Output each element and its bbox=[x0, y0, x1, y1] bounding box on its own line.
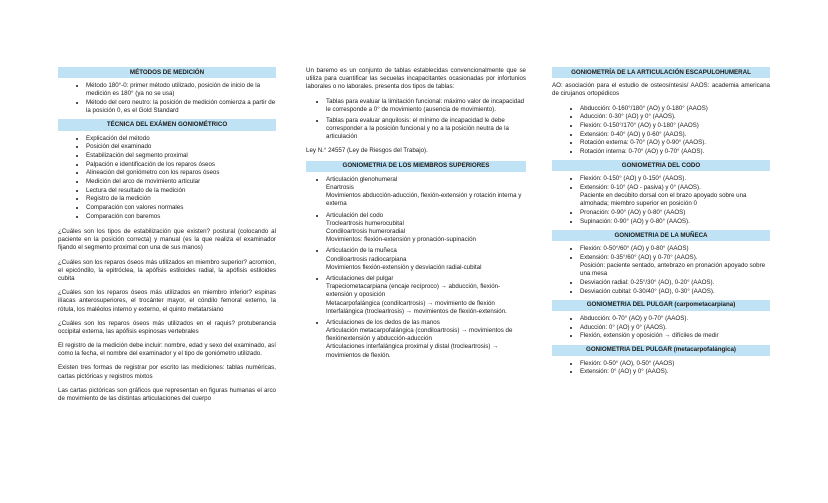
ao-note: AO: asociación para el estudio de osteosíntesis/ AAOS: academia americana de cirujanos ortopédicos bbox=[552, 82, 770, 98]
column-left bbox=[58, 67, 276, 409]
item-line: Interfalángica (troclearlrosis) → movimientos de flexión-extensión. bbox=[326, 307, 507, 315]
heading-escapulohumeral: GONIOMETRÍA DE LA ARTICULACIÓN ESCAPULOHUMERAL bbox=[552, 67, 770, 78]
list-item: • Extensión: 0° (AO) y 0° (AAOS). bbox=[580, 368, 770, 376]
list-item: • Estabilización del segmento proximal bbox=[86, 152, 276, 160]
paragraph-reparos-inferior: ¿Cuáles son los reparos óseos más utilizados en miembro inferior? espinas ilíacas anterosuperiores, el trocánter mayor, el cóndilo femoral externo, la rótula, los maléolos interno y externo, el quinto metatarsiano bbox=[58, 289, 276, 313]
paragraph-reparos-superior: ¿Cuáles son los reparos óseos más utilizados en miembro superior? acromion, el epicóndilo, la epitróclea, la apófisis estiloides radial, la apófisis estiloides cubita bbox=[58, 258, 276, 282]
list-item: • Extensión: 0-40° (AO) y 0-60° (AAOS). bbox=[580, 131, 770, 139]
heading-metodos-medicion: MÉTODOS DE MEDICIÓN bbox=[58, 67, 276, 78]
paragraph-formas-registro: Existen tres formas de registrar por escrito las mediciones: tablas numéricas, cartas pictóricas y registros mixtos bbox=[58, 364, 276, 380]
carpometacarpiana-list bbox=[552, 315, 770, 341]
list-item: • Rotación interna: 0-70° (AO) y 0-70° (AAOS). bbox=[580, 148, 770, 156]
list-item: • Aducción: 0° (AO) y 0° (AAOS). bbox=[580, 324, 770, 332]
item-line: • Extensión: 0-35°/60° (AO) y 0-70° (AAOS). bbox=[580, 253, 698, 261]
item-line: • Articulación de la muñeca bbox=[326, 247, 397, 255]
item-line: Movimientos flexión-extensión y desviación radial-cubital bbox=[326, 263, 482, 271]
list-item: • Palpación e identificación de los reparos óseos bbox=[86, 161, 276, 169]
metodos-list bbox=[58, 82, 276, 115]
list-item: • Flexión, extensión y oposición → difíciles de medir bbox=[580, 332, 770, 340]
tecnica-list bbox=[58, 135, 276, 221]
item-line: Trocleartrosis humerocubital bbox=[326, 219, 404, 227]
item-line: Trapeciometacarpiana (encaje recíproco) → abducción, flexión-extensión y oposición bbox=[326, 283, 501, 299]
list-item-glenohumeral bbox=[326, 176, 526, 209]
list-item: • Abducción: 0-160°/180° (AO) y 0-180° (AAOS) bbox=[580, 105, 770, 113]
list-item: • Aducción: 0-30° (AO) y 0° (AAOS). bbox=[580, 113, 770, 121]
list-item: • Rotación externa: 0-70° (AO) y 0-90° (AAOS). bbox=[580, 139, 770, 147]
heading-muneca: GONIOMETRIA DE LA MUÑECA bbox=[552, 230, 770, 241]
list-item-pulgar bbox=[326, 275, 526, 316]
paragraph-cartas-pictoricas: Las cartas pictóricas son gráficos que representan en figuras humanas el arco de movimiento de las distintas articulaciones del cuerpo bbox=[58, 386, 276, 402]
list-item: • Flexión: 0-150° (AO) y 0-150° (AAOS). bbox=[580, 175, 770, 183]
muneca-list bbox=[552, 245, 770, 296]
item-line: Articulaciones interfalángica proximal y distal (trocleartrosis) → movimientos de flexión. bbox=[326, 343, 499, 359]
metacarpofalangica-list bbox=[552, 360, 770, 377]
list-item: • Desviación cubital: 0-30/40° (AO), 0-30° (AAOS). bbox=[580, 288, 770, 296]
tablas-list bbox=[306, 98, 526, 142]
escapulohumeral-list bbox=[552, 105, 770, 157]
list-item: • Posición del examinado bbox=[86, 143, 276, 151]
item-line: Movimientos abducción-aducción, flexión-extensión y rotación interna y externa bbox=[326, 192, 522, 208]
item-line: Posición: paciente sentado, antebrazo en pronación apoyado sobre una mesa bbox=[580, 262, 766, 278]
item-line: • Articulación del codo bbox=[326, 211, 384, 219]
column-middle bbox=[306, 67, 526, 364]
paragraph-baremo: Un baremo es un conjunto de tablas establecidas convencionalmente que se utiliza para cuantificar las secuelas incapacitantes ocasionadas por infortunios laborales o no laborales. presenta dos tipos de tablas: bbox=[306, 67, 526, 91]
heading-tecnica-examen: TÉCNICA DEL EXÁMEN GONIOMÉTRICO bbox=[58, 119, 276, 130]
list-item: • Registro de la medición bbox=[86, 195, 276, 203]
heading-pulgar-carpometacarpiana: GONIOMETRIA DEL PULGAR (carpometacarpiana) bbox=[552, 300, 770, 311]
list-item: • Método 180°-0: primer método utilizado, posición de inicio de la medición es 180° (ya no se usa) bbox=[86, 82, 276, 98]
list-item: • Comparación con baremos bbox=[86, 213, 276, 221]
codo-list bbox=[552, 175, 770, 226]
item-line: Articulación metacarpofalángica (condiloartrosis) → movimientos de flexiónextensión y abducción-aducción bbox=[326, 327, 513, 343]
item-line: • Extensión: 0-10° (AO - pasiva) y 0° (AAOS). bbox=[580, 184, 701, 192]
item-line: Condiloartrosis humeroradial bbox=[326, 228, 406, 235]
item-line: Condiloartrosis radiocarpiana bbox=[326, 255, 407, 263]
list-item: • Desviación radial: 0-25°/30° (AO), 0-20° (AAOS). bbox=[580, 279, 770, 287]
item-line: Movimientos: flexión-extensión y pronación-supinación bbox=[326, 236, 476, 244]
list-item: • Comparación con valores normales bbox=[86, 204, 276, 212]
list-item: • Tablas para evaluar anquilosis: el mínimo de incapacidad le debe corresponder a la posición funcional y no a la posición neutra de la articulación bbox=[326, 117, 526, 142]
list-item: • Tablas para evaluar la limitación funcional: máximo valor de incapacidad le corresponde a 0° de movimiento (ausencia de movimiento). bbox=[326, 98, 526, 114]
heading-pulgar-metacarpofalangica: GONIOMETRIA DEL PULGAR (metacarpofalángica) bbox=[552, 345, 770, 356]
list-item: • Flexión: 0-50°/60° (AO) y 0-80° (AAOS) bbox=[580, 245, 770, 253]
list-item: • Alineación del goniómetro con los reparos óseos bbox=[86, 169, 276, 177]
column-right bbox=[552, 67, 770, 381]
item-line: Metacarpofalángica (condilcartrosis) → movimiento de flexión bbox=[326, 299, 495, 307]
list-item: • Abducción: 0-70° (AO) y 0-70° (AAOS). bbox=[580, 315, 770, 323]
list-item: • Flexión: 0-50° (AO), 0-50° (AAOS) bbox=[580, 360, 770, 368]
list-item-codo bbox=[326, 212, 526, 245]
list-item: • Lectura del resultado de la medición bbox=[86, 187, 276, 195]
articulaciones-list bbox=[306, 176, 526, 360]
item-line: • Articulación glenohumeral bbox=[326, 175, 398, 183]
list-item: • Método del cero neutro: la posición de medición comienza a partir de la posición 0, es el Gold Standard bbox=[86, 99, 276, 115]
paragraph-registro: El registro de la medición debe incluir: nombre, edad y sexo del examinado, así como la fecha, el nombre del examinador y el tipo de goniómetro utilizado. bbox=[58, 342, 276, 358]
heading-miembros-superiores: GONIOMETRIA DE LOS MIEMBROS SUPERIORES bbox=[306, 161, 526, 172]
list-item bbox=[580, 184, 770, 209]
ley-text: Ley N.° 24557 (Ley de Riesgos del Trabajo). bbox=[306, 146, 428, 154]
list-item-muneca bbox=[326, 247, 526, 272]
paragraph-estabilizacion: ¿Cuáles son los tipos de estabilización que existen? postural (colocando al paciente en la posición correcta) y manual (es la que realiza el examinador fijando el segmento proximal con una de sus manos) bbox=[58, 228, 276, 252]
paragraph-reparos-raquis: ¿Cuáles son los reparos óseos más utilizados en el raquis? protuberancia occipital externa, las apófisis espinosas vertebrales bbox=[58, 319, 276, 335]
list-item: • Explicación del método bbox=[86, 135, 276, 143]
item-line: • Articulaciones de los dedos de las manos bbox=[326, 318, 440, 326]
list-item: • Flexión: 0-150°/170° (AO) y 0-180° (AAOS) bbox=[580, 122, 770, 130]
item-line: Enartrosis bbox=[326, 184, 354, 192]
list-item bbox=[580, 254, 770, 279]
list-item: • Pronación: 0-90° (AO) y 0-80° (AAOS) bbox=[580, 209, 770, 217]
list-item: • Medición del arco de movimiento articular bbox=[86, 178, 276, 186]
item-line: Paciente en decúbito dorsal con el brazo apoyado sobre una almohada; miembro superior en posición 0 bbox=[580, 192, 747, 208]
list-item-dedos bbox=[326, 319, 526, 360]
item-line: • Articulaciones del pulgar bbox=[326, 274, 394, 282]
list-item: • Supinación: 0-90° (AO) y 0-80° (AAOS). bbox=[580, 218, 770, 226]
heading-codo: GONIOMETRIA DEL CODO bbox=[552, 160, 770, 171]
